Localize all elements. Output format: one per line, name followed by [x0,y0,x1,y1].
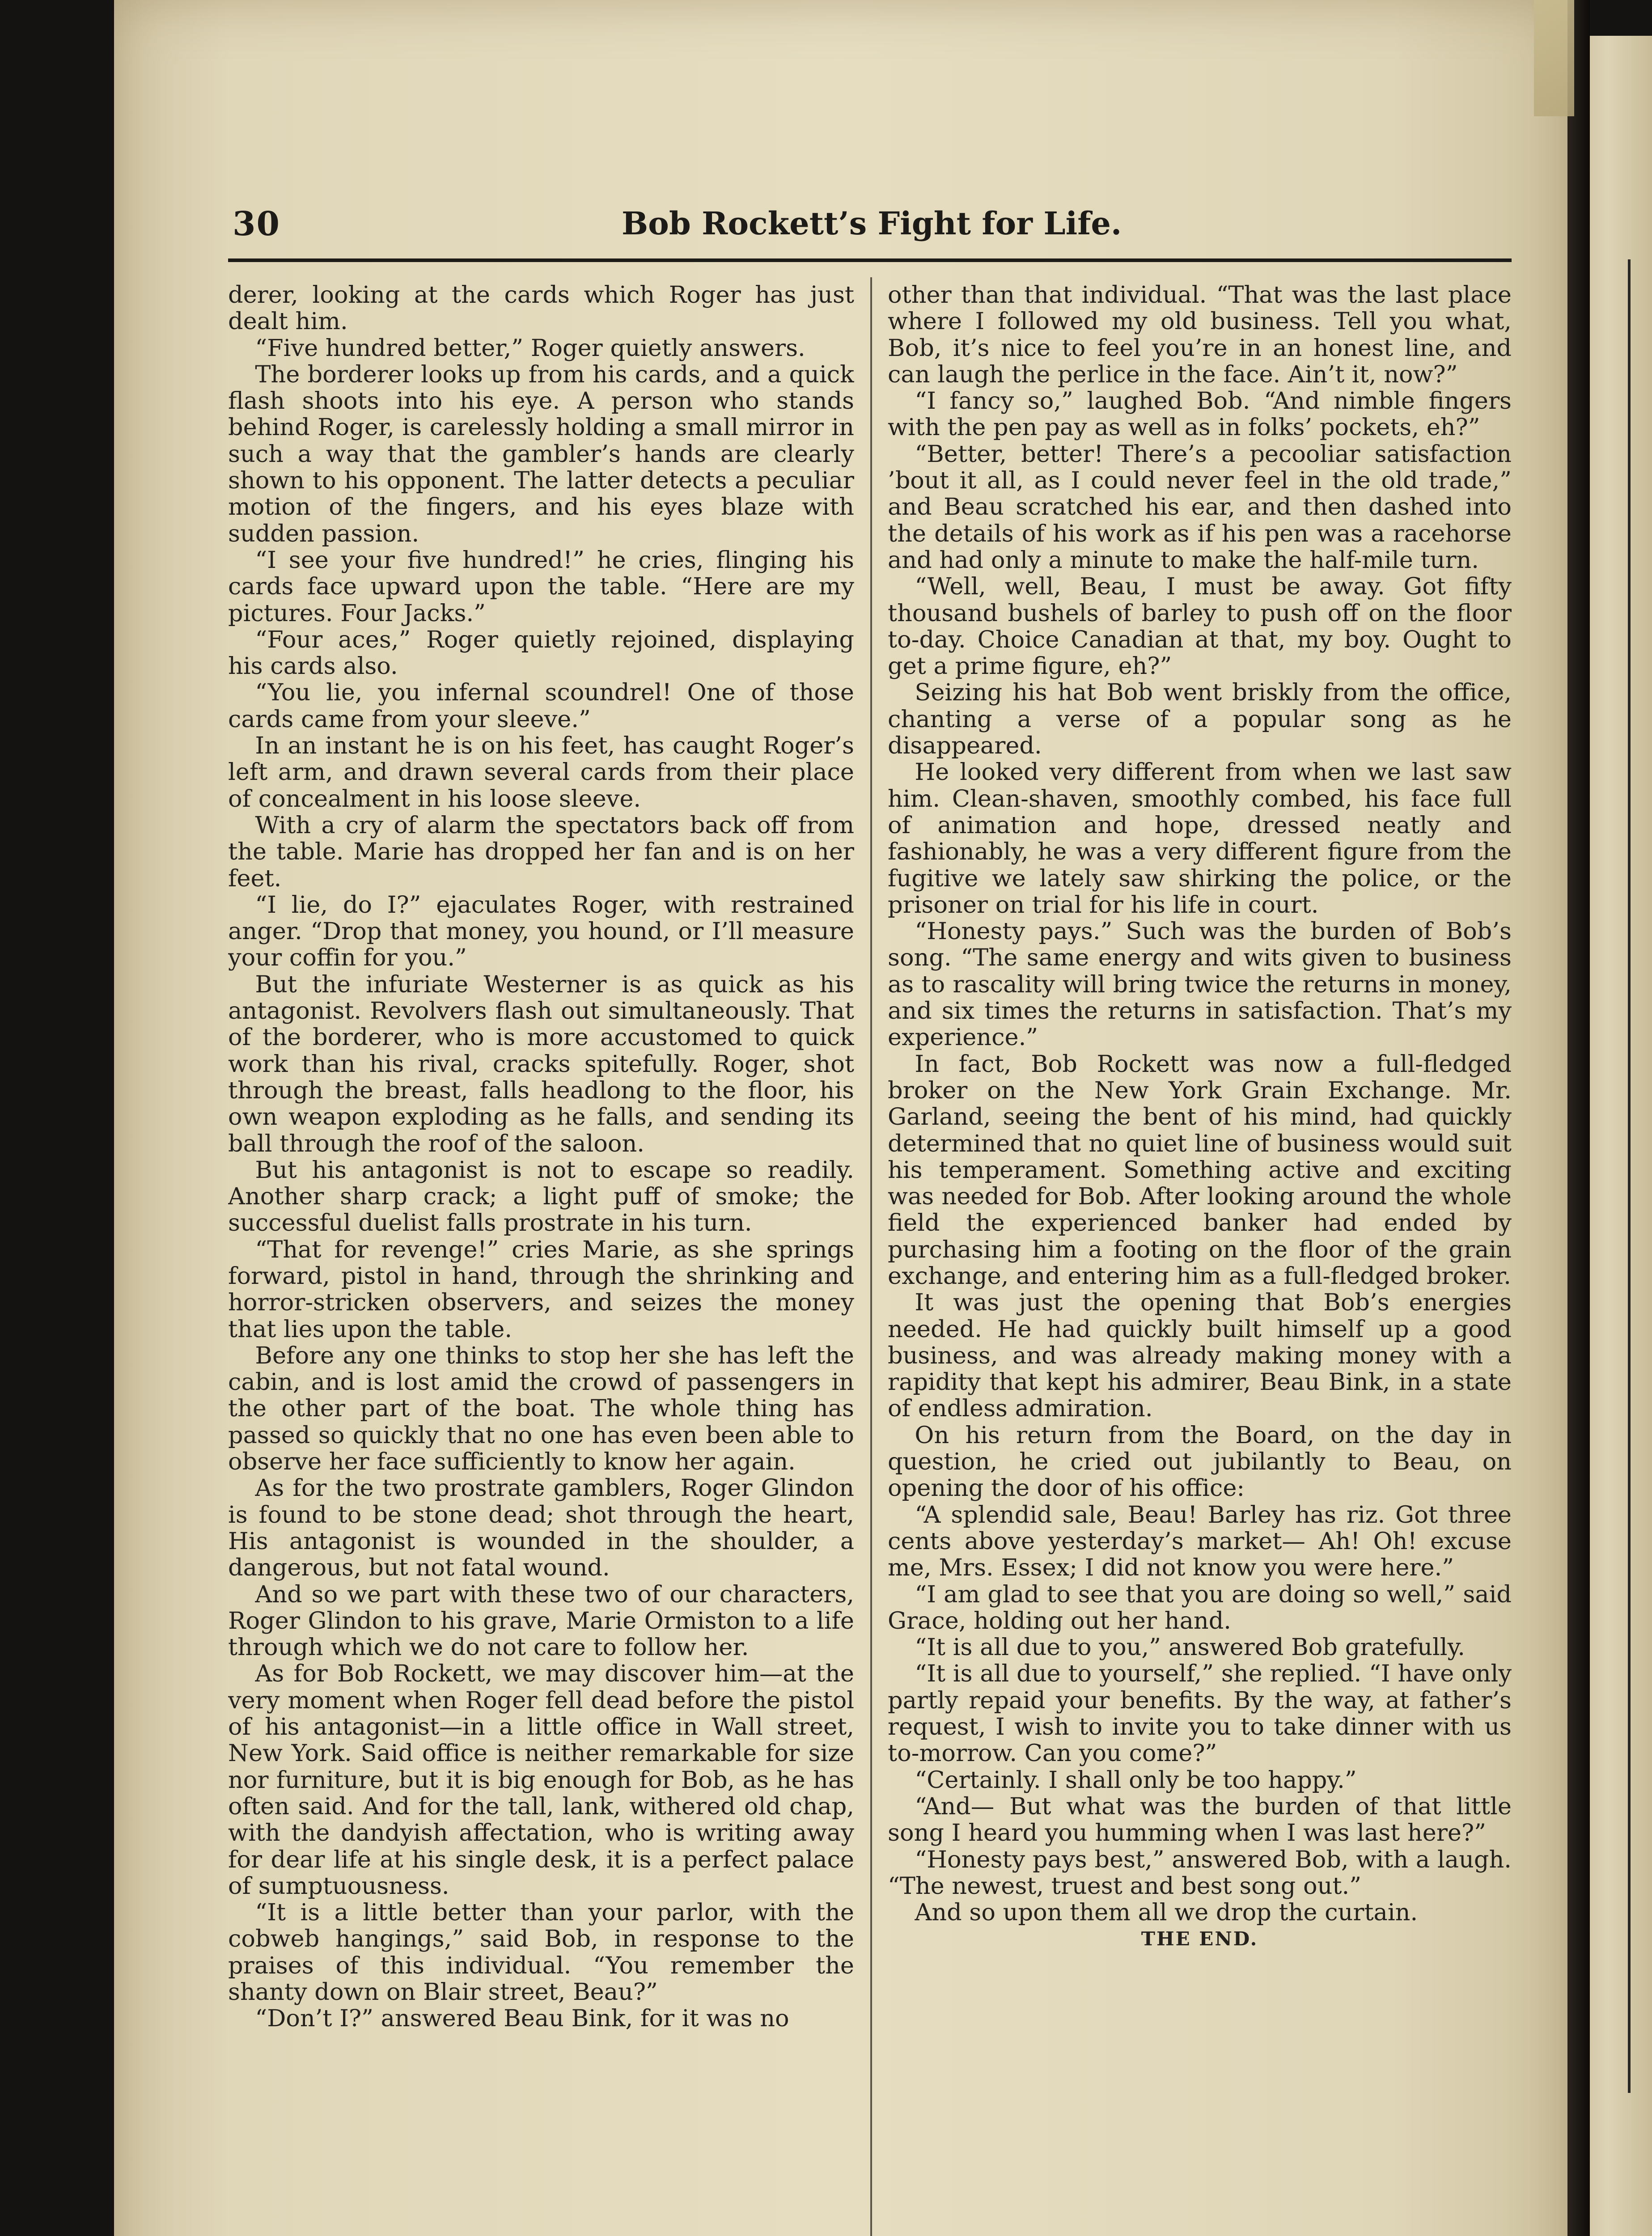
paragraph: As for the two prostrate gamblers, Roger Glindon is found to be stone dead; shot through the heart, His antagonist is wounded in the shoulder, a dangerous, but not fatal wound. [228,1474,854,1582]
right-column [888,282,1512,2236]
paragraph: In an instant he is on his feet, has caught Roger’s left arm, and drawn several cards from their place of concealment in his loose sleeve. [228,732,854,813]
paragraph: “Better, better! There’s a pecooliar satisfaction ’bout it all, as I could never feel in the old trade,” and Beau scratched his ear, and then dashed into the details of his work as if his pen was a racehorse and had only a minute to make the half-mile turn. [888,440,1512,574]
paragraph: But the infuriate Westerner is as quick as his antagonist. Revolvers flash out simultaneously. That of the borderer, who is more accustomed to quick work than his rival, cracks spitefully. Roger, shot through the breast, falls headlong to the floor, his own weapon exploding as he falls, and sending its ball through the roof of the saloon. [228,970,854,1157]
paragraph: “I am glad to see that you are doing so well,” said Grace, holding out her hand. [888,1580,1512,1635]
paragraph: derer, looking at the cards which Roger has just dealt him. [228,282,854,335]
paragraph: And so we part with these two of our characters, Roger Glindon to his grave, Marie Ormiston to a life through which we do not care to follow her. [228,1580,854,1661]
paragraph: And so upon them all we drop the curtain. [915,1899,1418,1927]
paragraph: “Five hundred better,” Roger quietly answers. [255,334,805,362]
paragraph: “Don’t I?” answered Beau Bink, for it was no [255,2005,789,2033]
paragraph: Before any one thinks to stop her she has left the cabin, and is lost amid the crowd of passengers in the other part of the boat. The whole thing has passed so quickly that no one has even been able to observe her face sufficiently to know her again. [228,1342,854,1476]
paragraph: On his return from the Board, on the day in question, he cried out jubilantly to Beau, on opening the door of his office: [888,1421,1512,1502]
left-column [228,282,854,2236]
paragraph: “It is a little better than your parlor, with the cobweb hangings,” said Bob, in response to the praises of this individual. “You remember the shanty down on Blair street, Beau?” [228,1899,854,2006]
adjacent-page-rule [1628,259,1631,2093]
paragraph: “A splendid sale, Beau! Barley has riz. Got three cents above yesterday’s market— Ah! Oh! excuse me, Mrs. Essex; I did not know you were here.” [888,1501,1512,1582]
paragraph: “It is all due to yourself,” she replied. “I have only partly repaid your benefits. By the way, at father’s request, I wish to invite you to take dinner with us to-morrow. Can you come?” [888,1660,1512,1767]
paragraph: “Honesty pays.” Such was the burden of Bob’s song. “The same energy and wits given to business as to rascality will bring twice the returns in money, and six times the returns in satisfaction. That’s my experience.” [888,918,1512,1051]
binding-tape [1534,0,1574,116]
paragraph: “Four aces,” Roger quietly rejoined, displaying his cards also. [228,626,854,680]
paragraph: In fact, Bob Rockett was now a full-fledged broker on the New York Grain Exchange. Mr. Garland, seeing the bent of his mind, had quickly determined that no quiet line of business would suit his temperament. Something active and exciting was needed for Bob. After looking around the whole field the experienced banker had ended by purchasing him a footing on the floor of the grain exchange, and entering him as a full-fledged broker. [888,1050,1512,1290]
paragraph: “I fancy so,” laughed Bob. “And nimble fingers with the pen pay as well as in folks’ pockets, eh?” [888,387,1512,441]
paragraph: “It is all due to you,” answered Bob gratefully. [915,1634,1465,1661]
paragraph: With a cry of alarm the spectators back off from the table. Marie has dropped her fan and is on her feet. [228,811,854,892]
running-title: Bob Rockett’s Fight for Life. [622,205,1122,242]
paragraph: “I see your five hundred!” he cries, flinging his cards face upward upon the table. “Here are my pictures. Four Jacks.” [228,546,854,627]
page-number: 30 [233,205,280,243]
paragraph: “Well, well, Beau, I must be away. Got fifty thousand bushels of barley to push off on the floor to-day. Choice Canadian at that, my boy. Ought to get a prime figure, eh?” [888,573,1512,680]
paragraph: “That for revenge!” cries Marie, as she springs forward, pistol in hand, through the shrinking and horror-stricken observers, and seizes the money that lies upon the table. [228,1236,854,1343]
paragraph: “You lie, you infernal scoundrel! One of those cards came from your sleeve.” [228,679,854,733]
page-header [228,205,1512,245]
paragraph: But his antagonist is not to escape so readily. Another sharp crack; a light puff of smoke; the successful duelist falls prostrate in his turn. [228,1156,854,1237]
paragraph: “Certainly. I shall only be too happy.” [915,1766,1357,1794]
the-end-label: THE END. [1141,1928,1258,1950]
paragraph: The borderer looks up from his cards, and a quick flash shoots into his eye. A person who stands behind Roger, is carelessly holding a small mirror in such a way that the gambler’s hands are clearly shown to his opponent. The latter detects a peculiar motion of the fingers, and his eyes blaze with sudden passion. [228,360,854,547]
paragraph: Seizing his hat Bob went briskly from the office, chanting a verse of a popular song as he disappeared. [888,679,1512,760]
paragraph: He looked very different from when we last saw him. Clean-shaven, smoothly combed, his face full of animation and hope, dressed neatly and fashionably, he was a very different figure from the fugitive we lately saw shirking the police, or the prisoner on trial for his life in court. [888,758,1512,919]
paragraph: “And— But what was the burden of that little song I heard you humming when I was last here?” [888,1792,1512,1847]
paragraph: As for Bob Rockett, we may discover him—at the very moment when Roger fell dead before the pistol of his antagonist—in a little office in Wall street, New York. Said office is neither remarkable for size nor furniture, but it is big enough for Bob, as he has often said. And for the tall, lank, withered old chap, with the dandyish affectation, who is writing away for dear life at his single desk, it is a perfect palace of sumptuousness. [228,1660,854,1900]
column-divider [870,277,872,2236]
paragraph: “Honesty pays best,” answered Bob, with a laugh. “The newest, truest and best song out.” [888,1846,1512,1900]
binding-shadow [1567,0,1590,2236]
paragraph: “I lie, do I?” ejaculates Roger, with restrained anger. “Drop that money, you hound, or I’ll measure your coffin for you.” [228,891,854,972]
paragraph: It was just the opening that Bob’s energies needed. He had quickly built himself up a good business, and was already making money with a rapidity that kept his admirer, Beau Bink, in a state of endless admiration. [888,1289,1512,1423]
header-rule [228,258,1512,262]
paragraph: other than that individual. “That was the last place where I followed my old business. Tell you what, Bob, it’s nice to feel you’re in an honest line, and can laugh the perlice in the face. Ain’t it, now?” [888,282,1512,388]
